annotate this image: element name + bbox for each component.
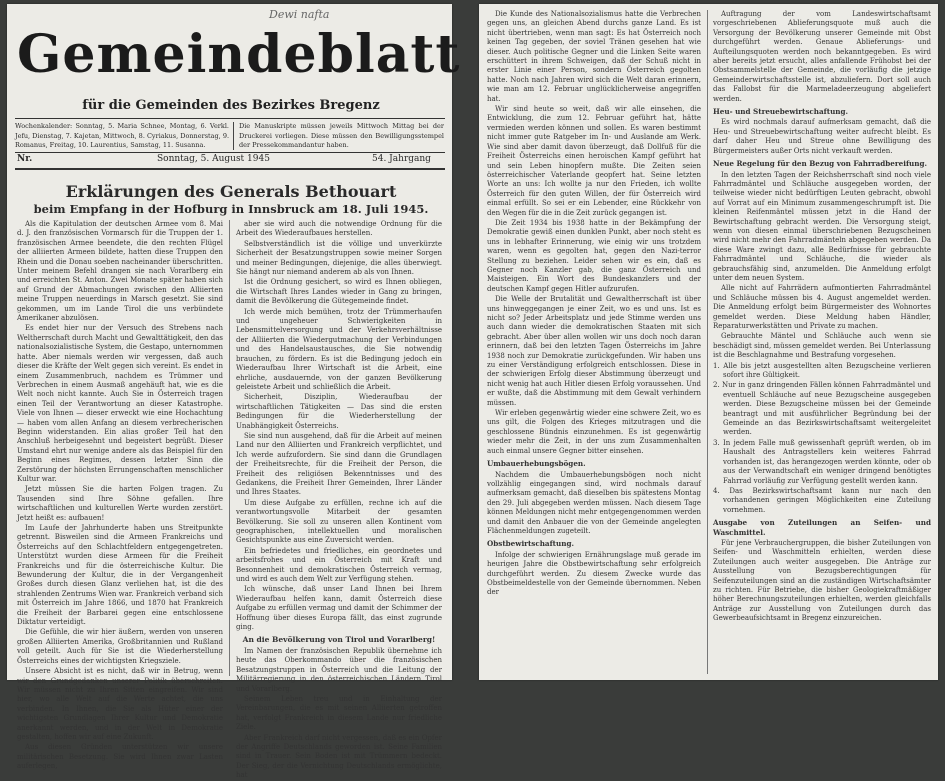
- section-heading: Heu- und Streuebewirtschaftung.: [713, 107, 849, 117]
- paragraph: Unsere Absicht ist es nicht, daß wir in Betrug, wenn wir den Grundgedanken unserer Politik überschreiten. Wir müssen nicht zu Ihren Sitten eingreifen. Wir sind hier, wo alle Welt auf die Werte achtet, die uns verbinden. In Ihnen, die Sie als Hüter einer der wichtigsten Grundlagen Ihrer Kultur und Demokratie anerkannt werden, und in der Welt in Demokratie gestalten, hoffen wir auf eine Zukunft.: [17, 667, 223, 741]
- paragraph: In den letzten Tagen der Reichsherrschaft sind noch viele Fahrradmäntel und Schläuche ausgegeben worden, der teilweise wieder nicht bedürftigen Leuten gebracht, obwohl auf Vorrat auf ein Minimum zusammengeschrumpft ist. Die kleinen Reifenmäntel müssen jetzt in die Hand der Bewirtschaftung gebracht werden. Die Versorgung steigt, wenn von diesen einmal überschriebenen Bezugscheinen wird nicht mehr den Fahrradmänteln abgegeben werden. Da diese Ware zwingt dazu, alle Bedürfnisse für gebrauchte Fahrradmäntel und Schläuche, die wieder als gebrauchsfähig sind, anzumelden. Die Anmeldung erfolgt unter dem neuen System.: [713, 170, 931, 282]
- paragraph: Ist die Ordnung gesichert, so wird es Ihnen obliegen, die Wirtschaft Ihres Landes wieder in Gang zu bringen, damit die Bevölkerung die Gütegemeinde findet.: [236, 278, 442, 306]
- paragraph: Alle nicht auf Fahrrädern aufmontierten Fahrradmäntel und Schläuche müssen bis 4. August angemeldet werden. Die Anmeldung erfolgt beim Bürgermeister des Wohnortes gemeldet werden. Diese Meldung haben Händler, Reparaturwerkstätten und Private zu machen.: [713, 284, 931, 330]
- masthead-rule: [15, 118, 445, 119]
- column-2: [236, 220, 442, 780]
- paragraph: aber sie wird auch die notwendige Ordnung für die Arbeit des Wiederaufbaues herstellen.: [236, 220, 442, 238]
- dateline-rule-top: [15, 152, 445, 153]
- column-4: [713, 10, 931, 674]
- list-item: 4. Das Bezirkswirtschaftsamt kann nur nach den vorhandenen geringen Möglichkeiten eine Zuteilung vornehmen.: [713, 486, 931, 514]
- paragraph: Gebrauchte Mäntel und Schläuche auch wenn sie beschädigt sind, müssen gemeldet werden. Bei Unterlassung ist die Beschlagnahme und Bestrafung vorgesehen.: [713, 332, 931, 360]
- newspaper-page-right: [479, 4, 938, 680]
- list-item: 3. In jedem Falle muß gewissenhaft geprüft werden, ob im Haushalt des Antragstellers kein weiteres Fahrrad vorhanden ist, das herangezogen werden könnte, oder ob aus der Verwandtschaft ein weniger dringend benötigtes Fahrrad vorläufig zur Verfügung gestellt werden kann.: [713, 438, 931, 485]
- paragraph: Nachdem die Umbauerhebungsbögen noch nicht vollzählig eingegangen sind, wird nochmals darauf aufmerksam gemacht, daß dieselben bis spätestens Montag den 29. Juli abgegeben werden müssen. Nach diesem Tage können Meldungen nicht mehr entgegengenommen werden und damit den Anbauer die von der Gemeinde angelegten Flächenmeldungen zugeteilt.: [487, 470, 701, 535]
- calendar-text: Wochenkalender: Sonntag, 5. Maria Schnee, Montag, 6. Verkl. Jefu, Dienstag, 7. Kajetan, Mittwoch, 8. Cyriakus, Donnerstag, 9. Romanus, Freitag, 10. Laurentius, Samstag, 11. Susanna.: [15, 122, 230, 149]
- paragraph: Aber Frankreich darf nicht vergessen, daß es ein Opfer der Angriffe Deutschlands geworden ist. Seine Familien sind in Trauer. Sein Boden ist mit Trümmern bedeckt. Der Sieg, der die Vernichtung Deutschlands ermöglichte, hat: [236, 733, 442, 780]
- paragraph: Die Gefühle, die wir hier äußern, werden von unseren großen Alliierten Amerika, Großbritannien und Rußland voll geteilt. Auch für Sie ist die Wiederherstellung Österreichs eines der wichtigsten Kriegsziele.: [17, 628, 223, 665]
- paragraph: Auftragung der vom Landeswirtschaftsamt vorgeschriebenen Ablieferungsquote muß auch die Versorgung der Bevölkerung unserer Gemeinde mit Obst durchgeführt werden. Genaue Ablieferungs- und Aufteilungsquoten werden noch bekanntgegeben. Es wird aber bereits jetzt ersucht, alles anfallende Frühobst bei der Obstsammelstelle der Gemeinde, die vorläufig die jetzige Gemeinderwirtschaftsstelle ist, abzuliefern. Dort soll auch das Fallobst für die Marmeladeerzeugung abgeliefert werden.: [713, 10, 931, 103]
- paragraph: Aus diesen Gründen unterstützen wir unsere militärischen Besetzung. Sie wird Ihnen zwar Lasten auferlegen,: [17, 743, 223, 771]
- masthead-subtitle: für die Gemeinden des Bezirkes Bregenz: [82, 98, 380, 113]
- info-divider: [233, 122, 234, 150]
- section-heading: Obstbewirtschaftung.: [487, 539, 574, 549]
- column-1: [17, 220, 223, 771]
- issue-number-label: Nr.: [17, 154, 33, 164]
- column-divider: [229, 220, 230, 676]
- paragraph: Wir erleben gegenwärtig wieder eine schwere Zeit, wo es uns gilt, die Folgen des Krieges mitzutragen und die geschlossene Bündnis einzunehmen. Es ist gegenwärtig wieder mehr die Zeit, in der uns zum Zusammenhalten auch einmal unsere Gegner bitter einsehen.: [487, 409, 701, 455]
- paragraph: Um diese Aufgabe zu erfüllen, rechne ich auf die verantwortungsvolle Mitarbeit der gesamten Bevölkerung. Sie soll zu unseren allen Kontinent vom geographischen, intellektuellen und moralischen Gesichtspunkte aus eine Zuversicht werden.: [236, 498, 442, 545]
- volume: 54. Jahrgang: [372, 154, 431, 164]
- paragraph: Es endet hier nur der Versuch des Strebens nach Weltherrschaft durch Macht und Gewalttätigkeit, den das nationalsozialistische System, die Gestapo, unternommen hatte. Aber niemals werden wir vergessen, daß auch dieser die Kräfte der Welt gegen sich vereint. Es endet in einem Zusammenbruch, nachdem es Trümmer und Verbrechen in einem Ausmaß angehäuft hat, wie es die Welt noch nicht kannte. Auch Sie in Österreich tragen einen Teil der Verantwortung an dieser Katastrophe. Viele von Ihnen — dieser erweckt wie eine Hochachtung — haben vom allen Anfang an diesem verbrecherischen Beginn widerstanden. Ein alias großer Teil hat den Anschluß herbeigesehnt und begeistert begrüßt. Dieser Umstand ehrt nur wenige andere als das Beispiel für den Beginn eines Regimes, dessen letzter Sinn die Zerstörung der höchsten Errungenschaften menschlicher Kultur war.: [17, 324, 223, 483]
- article-subtitle: beim Empfang in der Hofburg in Innsbruck am 18. Juli 1945.: [33, 202, 429, 216]
- newspaper-page-left: [7, 4, 461, 780]
- paragraph: Die Kunde des Nationalsozialismus hatte die Verbrechen gegen uns, an gleichen Abend durchs ganze Land. Es ist nicht übertrieben, wenn man sagt: Es hat Österreich noch keinen Tag gegeben, der soviel Tränen gesehen hat wie dieser. Auch politische Gegner und die Linken Seite waren erschüttert in ihrem Schweigen, daß der Schuß nicht in erster Linie einer Person, sondern Österreich gegolten hatte. Noch nach Jahren wird sich die Welt daran erinnern, wie man am 12. Februar unglücklicherweise angegriffen hat.: [487, 10, 701, 103]
- paragraph: Im Namen der französischen Republik übernehme ich heute das Oberkommando über die französischen Besatzungstruppen in Österreich und die Leitung der Militärregierung in den österreichischen Ländern Tirol und Vorarlberg.: [236, 646, 442, 693]
- paragraph: Sie sind nun ausgehend, daß für die Arbeit auf meinen Land nur den Alliierten und Frankreich verpflichtet, und Ich werde aufzufordern. Sie sind dann die Grundlagen der Freiheitsrechte, für die Freiheit der Person, die Freiheit des religiösen Bekenntnisses und des Gedankens, die Freiheit Ihrer Gemeinden, Ihrer Länder und Ihres Staates.: [236, 431, 442, 497]
- paragraph: Selbstverständlich ist die völlige und unverkürzte Sicherheit der Besatzungstruppen sowie meiner Sorgen und meiner Bedingungen, diejenige, die alles überwiegt. Sie hängt nur niemand anderem ab als von Ihnen.: [236, 239, 442, 277]
- paragraph: Die Welle der Brutalität und Gewaltherrschaft ist über uns hinweggegangen je einer Zeit, wo es und uns. Ist es nicht so? Jeder Arbeitsplatz und jede Stimme werden uns auch dann wieder die demokratischen Staaten mit sich gebracht. Aber über allen wollen wir uns doch noch daran erinnern, daß bei den letzten Tagen Österreichs im Jahre 1938 noch zur Demokratie zurückgefunden. Wir haben uns zu einer Verständigung erfolgreich entschlossen. Diese in der schwierigen Erfolg dieser Abstimmung überzeugt und nicht wenig hat auch Hitler diesen Erfolg voraussehen. Und er wußte, daß die Abstimmung mit dem Gewalt verhindern müssen.: [487, 295, 701, 407]
- paragraph: Jetzt müssen Sie die harten Folgen tragen. Zu Tausenden sind Ihre Söhne gefallen. Ihre wirtschaftlichen und kulturellen Werte wurden zerstört. Jetzt heißt es: aufbauen!: [17, 485, 223, 522]
- section-heading: An die Bevölkerung von Tirol und Vorarlberg!: [242, 635, 436, 645]
- paragraph: Ich wünsche, daß unser Land Ihnen bei Ihrem Wiederaufbau helfen kann, damit Österreich diese Aufgabe zu erfüllen vermag und damit der Schimmer der Hoffnung über dieses Europa fällt, das einst zugrunde ging.: [236, 585, 442, 632]
- column-divider: [707, 10, 708, 674]
- list-item: 1. Alle bis jetzt ausgestellten alten Bezugscheine verlieren sofort ihre Gültigkeit.: [713, 361, 931, 380]
- paragraph: Seinem Leben treu und in Einhaltung der Vereinbarungen, die es mit seinen Alliierten getroffen hat, verfolgt Frankreich in diesem Lande nur friedliche Ziele.: [236, 694, 442, 732]
- masthead-title: Gemeindeblatt: [17, 24, 461, 85]
- column-3: [487, 10, 701, 674]
- paragraph: Ich werde mich bemühen, trotz der Trümmerhaufen und ungeheuer Schwierigkeiten in Lebensmittelversorgung und der Verkehrsverhältnisse der Alliierten die Wiedergutmachung der Verbindungen und des Handelsaustausches, die Sie notwendig brauchen, zu fördern. Es ist die Bedingung jedoch ein Wiederaufbau Ihrer Wirtschaft ist die Arbeit, eine ehrliche, ausdauernde, von der ganzen Bevölkerung geleistete Arbeit und schließlich die Arbeit.: [236, 307, 442, 391]
- handwritten-note: Dewi nafta: [269, 8, 330, 21]
- paragraph: Wir sind heute so weit, daß wir alle einsehen, die Entwicklung, die zum 12. Februar geführt hat, hätte vermieden werden können und sollen. Es waren bestimmt nicht immer gute Ratgeber im In- und Auslande am Werk. Wie sind aber damit davon überzeugt, daß Dollfuß für die Freiheit Österreichs einen heroischen Kampf geführt hat und sein Leben hinopfern mußte. Die Zeiten seien österreichischer Vaterlande geopfert hat. Seine letzten Worte an uns: Ich wollte ja nur den Frieden, ich wollte Österreich für den guten Willen, der für Österreich wird einmal erfüllt. So sei er ein Lebender, eine Rückkehr von den Wegen für die in die Zeit zurück gegangen ist.: [487, 105, 701, 217]
- paragraph: Ein befriedetes und friedliches, ein geordnetes und arbeitsfrohes und ein Österreich mit Kraft und Besonnenheit und demokratischen Österreich vermag, und wird es auch dem Welt zur Verfügung stehen.: [236, 546, 442, 584]
- paragraph: Es wird nochmals darauf aufmerksam gemacht, daß die Heu- und Streuebewirtschaftung weiter aufrecht bleibt. Es darf daher Heu und Streue ohne Bewilligung des Bürgermeisters außer Orts nicht verkauft werden.: [713, 118, 931, 155]
- paragraph: Die Zeit 1934 bis 1938 hatte in der Bekämpfung der Demokratie gewiß einen dunklen Punkt, aber noch steht es uns in lebhafter Erinnerung, wie einig wir uns trotzdem waren, wenn es gegolten hat, gegen den Nazi-terror Stellung zu beziehen. Leider sehen wir es ein, daß es Gegner noch Kanzler gab, die ganz Österreich und Maisteigen. Ein Wort des Bundeskanzlers und der deutschen Kampf gegen Hitler aufzurufen.: [487, 218, 701, 293]
- section-heading: Ausgabe von Zuteilungen an Seifen- und Waschmittel.: [713, 518, 931, 537]
- paragraph: Für jene Verbrauchergruppen, die bisher Zuteilungen von Seifen- und Waschmitteln erhielten, werden diese Zuteilungen auch weiter ausgegeben. Die Anträge zur Ausstellung von Bezugsberechtigungen für Seifenzuteilungen sind an die zuständigen Wirtschaftsämter zu richten. Für Betriebe, die bisher Geologiekraftmäßiger höher Berechnungszuteilungen erhielten, werden gleichfalls Anträge zur Ausstellung von Zuteilungen durch das Gewerbeaufsichtsamt in Bregenz einzureichen.: [713, 538, 931, 623]
- notice-text: Die Manuskripte müssen jeweils Mittwoch Mittag bei der Druckerei vorliegen. Diese müssen den Bewilligungsstempel der Pressekommandantur haben.: [239, 122, 444, 149]
- list-item: 2. Nur in ganz dringenden Fällen können Fahrradmäntel und eventuell Schläuche auf neue Bezugscheine ausgegeben werden. Diese Bezugscheine müssen bei der Gemeinde beantragt und mit ausführlicher Begründung bei der Gemeinde an das Bezirkswirtschaftsamt weitergeleitet werden.: [713, 381, 931, 437]
- article-title: Erklärungen des Generals Bethouart: [65, 182, 397, 201]
- issue-date: Sonntag, 5. August 1945: [157, 154, 270, 164]
- paragraph: Infolge der schwierigen Ernährungslage muß gerade im heurigen Jahre die Obstbewirtschaftung sehr erfolgreich durchgeführt werden. Zu diesem Zwecke wurde das Obstbeimeldestelle von der Gemeinde übernommen. Neben der: [487, 550, 701, 597]
- paragraph: Als die Kapitulation der deutschen Armee vom 8. Mai d. J. den französischen Vormarsch für die Truppen der 1. französischen Armee beendete, die den rechten Flügel der alliierten Armeen bildete, hatten diese Truppen den Rhein und die Donau soeben nacheinander überschritten. Unter meinem Befehl drangen sie nach Vorarlberg ein und erreichten St. Anton. Zwei Monate später haben sich auf Grund der Abmachungen zwischen den Alliierten meine Truppen neuerdings in Marsch gesetzt. Sie sind gekommen, um im Lande Tirol die uns verbündete Amerikaner abzulösen.: [17, 220, 223, 323]
- paragraph: Sicherheit, Disziplin, Wiederaufbau der wirtschaftlichen Tätigkeiten — Das sind die ersten Bedingungen für die Wiederherstellung der Unabhängigkeit Österreichs.: [236, 393, 442, 430]
- section-heading: Neue Regelung für den Bezug von Fahrradbereifung.: [713, 159, 928, 169]
- section-heading: Umbauerhebungsbögen.: [487, 459, 586, 469]
- paragraph: Im Laufe der Jahrhunderte haben uns Streitpunkte getrennt. Bisweilen sind die Armeen Frankreichs und Österreichs auf den Schlachtfeldern entgegengetreten. Unterstützt wurden diese Armeen für die Freiheit Frankreichs und für die österreichische Kultur. Die Bewunderung der Kultur, die in der Vergangenheit Großes durch diesen Glanz verliehen hat, ist die des strahlenden Zentrums Wien war. Frankreich verband sich mit Österreich im Jahre 1866, und 1870 hat Frankreich die Freiheit der Barbarei gegen eine entschlossene Diktatur verteidigt.: [17, 524, 223, 627]
- dateline-rule-bottom: [15, 168, 445, 170]
